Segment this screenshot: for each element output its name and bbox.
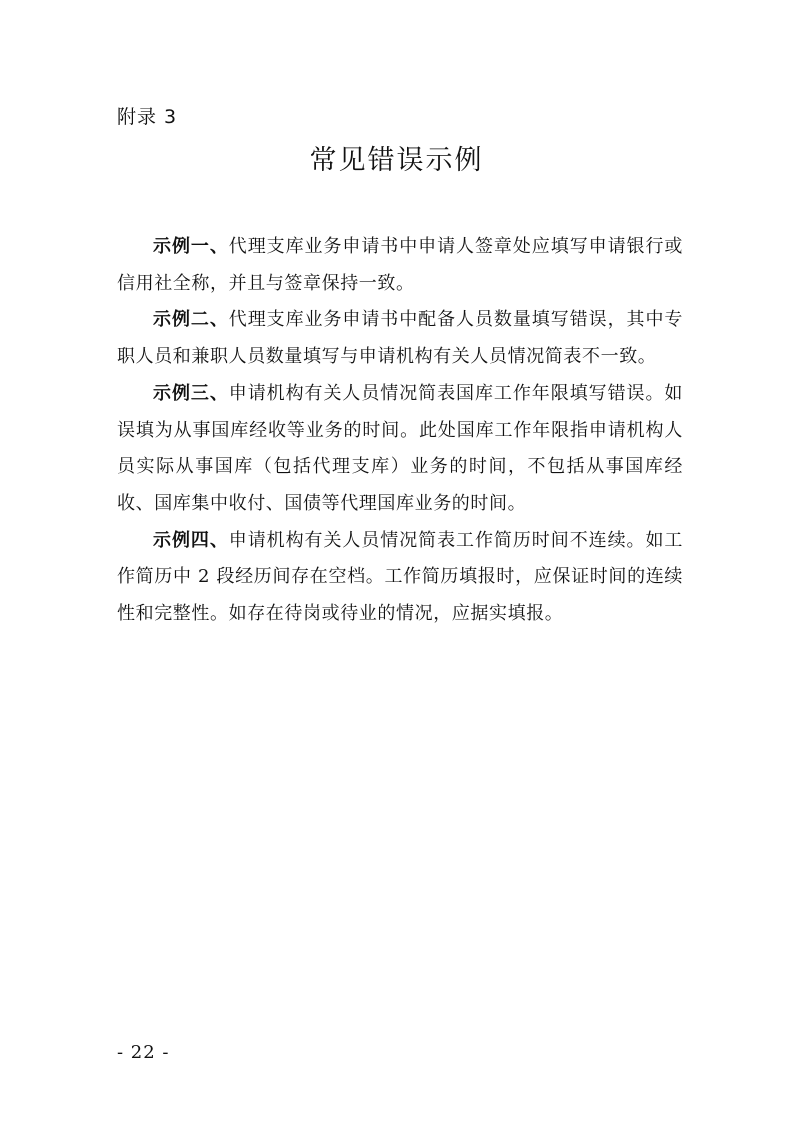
page-title: 常见错误示例 <box>309 145 484 176</box>
document-body <box>117 229 683 633</box>
example-text-4: 申请机构有关人员情况简表工作简历时间不连续。如工作简历中 2 段经历间存在空档。工作简历填报时，应保证时间的连续性和完整性。如存在待岗或待业的情况，应据实填报。 <box>117 529 683 625</box>
appendix-label: 附录 3 <box>117 106 178 128</box>
example-paragraph-4 <box>117 523 683 633</box>
example-lead-1: 示例一、 <box>153 236 229 257</box>
example-lead-2: 示例二、 <box>153 309 229 331</box>
example-paragraph-3 <box>117 376 683 523</box>
example-lead-3: 示例三、 <box>153 382 229 404</box>
example-text-1: 代理支库业务申请书中申请人签章处应填写申请银行或信用社全称，并且与签章保持一致。 <box>117 236 683 294</box>
example-paragraph-2 <box>117 302 683 375</box>
example-text-2: 代理支库业务申请书中配备人员数量填写错误，其中专职人员和兼职人员数量填写与申请机构有关人员情况简表不一致。 <box>117 309 683 368</box>
example-paragraph-1 <box>117 229 683 302</box>
page-number: - 22 - <box>117 1042 170 1063</box>
example-lead-4: 示例四、 <box>153 529 229 551</box>
example-text-3: 申请机构有关人员情况简表国库工作年限填写错误。如误填为从事国库经收等业务的时间。此处国库工作年限指申请机构人员实际从事国库（包括代理支库）业务的时间，不包括从事国库经收、国库集中收付、国债等代理国库业务的时间。 <box>117 382 683 514</box>
